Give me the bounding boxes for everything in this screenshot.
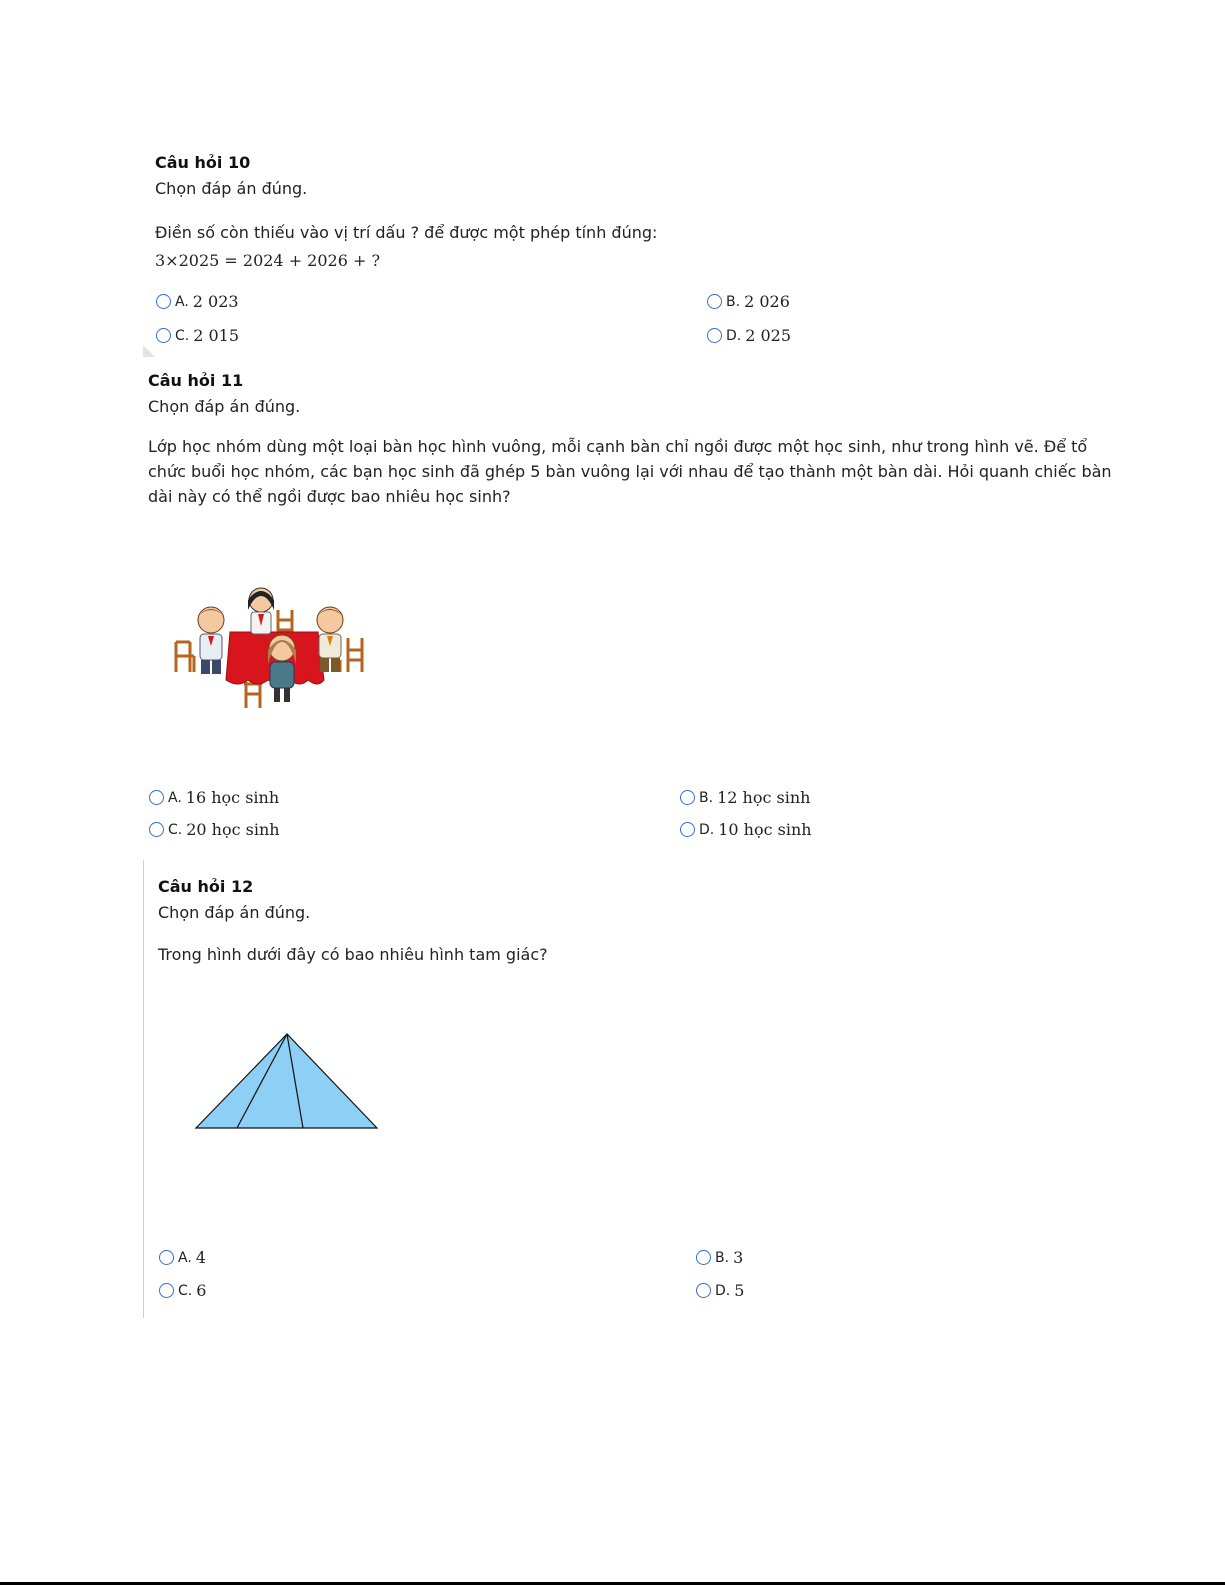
option-value: 2 025 xyxy=(745,326,792,345)
option-letter: C. xyxy=(175,327,190,344)
chair-icon xyxy=(244,682,262,708)
option-letter: A. xyxy=(178,1249,192,1266)
question-12 xyxy=(158,876,1058,967)
question-12-left-border xyxy=(143,860,144,1318)
question-instruction: Chọn đáp án đúng. xyxy=(155,179,308,198)
option-a[interactable] xyxy=(159,1248,206,1267)
question-text: Trong hình dưới đây có bao nhiêu hình tam giác? xyxy=(158,945,548,964)
option-value: 16 học sinh xyxy=(185,788,280,807)
option-value: 20 học sinh xyxy=(186,820,280,839)
option-letter: D. xyxy=(726,327,742,344)
option-value: 6 xyxy=(196,1281,207,1300)
option-letter: B. xyxy=(726,293,741,310)
radio-button[interactable] xyxy=(156,328,171,343)
question-title: Câu hỏi 10 xyxy=(155,153,251,172)
option-letter: A. xyxy=(175,293,189,310)
question-instruction: Chọn đáp án đúng. xyxy=(148,397,301,416)
radio-button[interactable] xyxy=(707,294,722,309)
option-letter: B. xyxy=(715,1249,730,1266)
question-text xyxy=(148,434,1112,509)
question-formula: 3×2025 = 2024 + 2026 + ? xyxy=(155,251,381,270)
option-c[interactable] xyxy=(156,326,239,345)
option-value: 4 xyxy=(195,1248,206,1267)
option-letter: C. xyxy=(168,821,183,838)
option-value: 2 015 xyxy=(193,326,240,345)
question-title: Câu hỏi 12 xyxy=(158,877,254,896)
option-value: 12 học sinh xyxy=(717,788,811,807)
option-d[interactable] xyxy=(707,326,791,345)
student-girl-icon xyxy=(268,635,296,702)
triangle-shape xyxy=(196,1034,377,1128)
option-letter: A. xyxy=(168,789,182,806)
option-value: 5 xyxy=(734,1281,745,1300)
option-b[interactable] xyxy=(707,292,790,311)
page-fold-corner xyxy=(143,345,155,357)
option-d[interactable] xyxy=(696,1281,744,1300)
option-a[interactable] xyxy=(156,292,239,311)
radio-button[interactable] xyxy=(149,790,164,805)
student-girl-icon xyxy=(248,588,274,634)
option-b[interactable] xyxy=(680,788,810,807)
question-text-line: dài này có thể ngồi được bao nhiêu học sinh? xyxy=(148,487,511,506)
option-letter: C. xyxy=(178,1282,193,1299)
radio-button[interactable] xyxy=(159,1250,174,1265)
option-a[interactable] xyxy=(149,788,279,807)
option-value: 3 xyxy=(733,1248,744,1267)
option-d[interactable] xyxy=(680,820,812,839)
radio-button[interactable] xyxy=(696,1250,711,1265)
option-c[interactable] xyxy=(159,1281,206,1300)
radio-button[interactable] xyxy=(156,294,171,309)
student-boy-icon xyxy=(317,607,343,672)
option-value: 2 023 xyxy=(192,292,239,311)
radio-button[interactable] xyxy=(696,1283,711,1298)
radio-button[interactable] xyxy=(680,822,695,837)
triangle-figure xyxy=(190,1030,385,1134)
question-title: Câu hỏi 11 xyxy=(148,371,244,390)
option-letter: D. xyxy=(699,821,715,838)
radio-button[interactable] xyxy=(680,790,695,805)
radio-button[interactable] xyxy=(707,328,722,343)
student-boy-icon xyxy=(198,607,224,674)
question-text-line: Lớp học nhóm dùng một loại bàn học hình vuông, mỗi cạnh bàn chỉ ngồi được một học sinh, như trong hình vẽ. Để tổ xyxy=(148,437,1088,456)
radio-button[interactable] xyxy=(159,1283,174,1298)
option-letter: B. xyxy=(699,789,714,806)
question-instruction: Chọn đáp án đúng. xyxy=(158,903,311,922)
radio-button[interactable] xyxy=(149,822,164,837)
question-text: Điền số còn thiếu vào vị trí dấu ? để được một phép tính đúng: xyxy=(155,223,658,242)
question-text-line: chức buổi học nhóm, các bạn học sinh đã ghép 5 bàn vuông lại với nhau để tạo thành một bàn dài. Hỏi quanh chiếc bàn xyxy=(148,462,1112,481)
option-value: 2 026 xyxy=(744,292,790,311)
question-10 xyxy=(155,152,1055,270)
chair-icon xyxy=(176,642,194,672)
chair-icon xyxy=(340,638,362,672)
option-letter: D. xyxy=(715,1282,731,1299)
option-b[interactable] xyxy=(696,1248,743,1267)
option-value: 10 học sinh xyxy=(718,820,812,839)
students-table-illustration xyxy=(168,580,373,715)
option-c[interactable] xyxy=(149,820,280,839)
question-11 xyxy=(148,370,1112,509)
